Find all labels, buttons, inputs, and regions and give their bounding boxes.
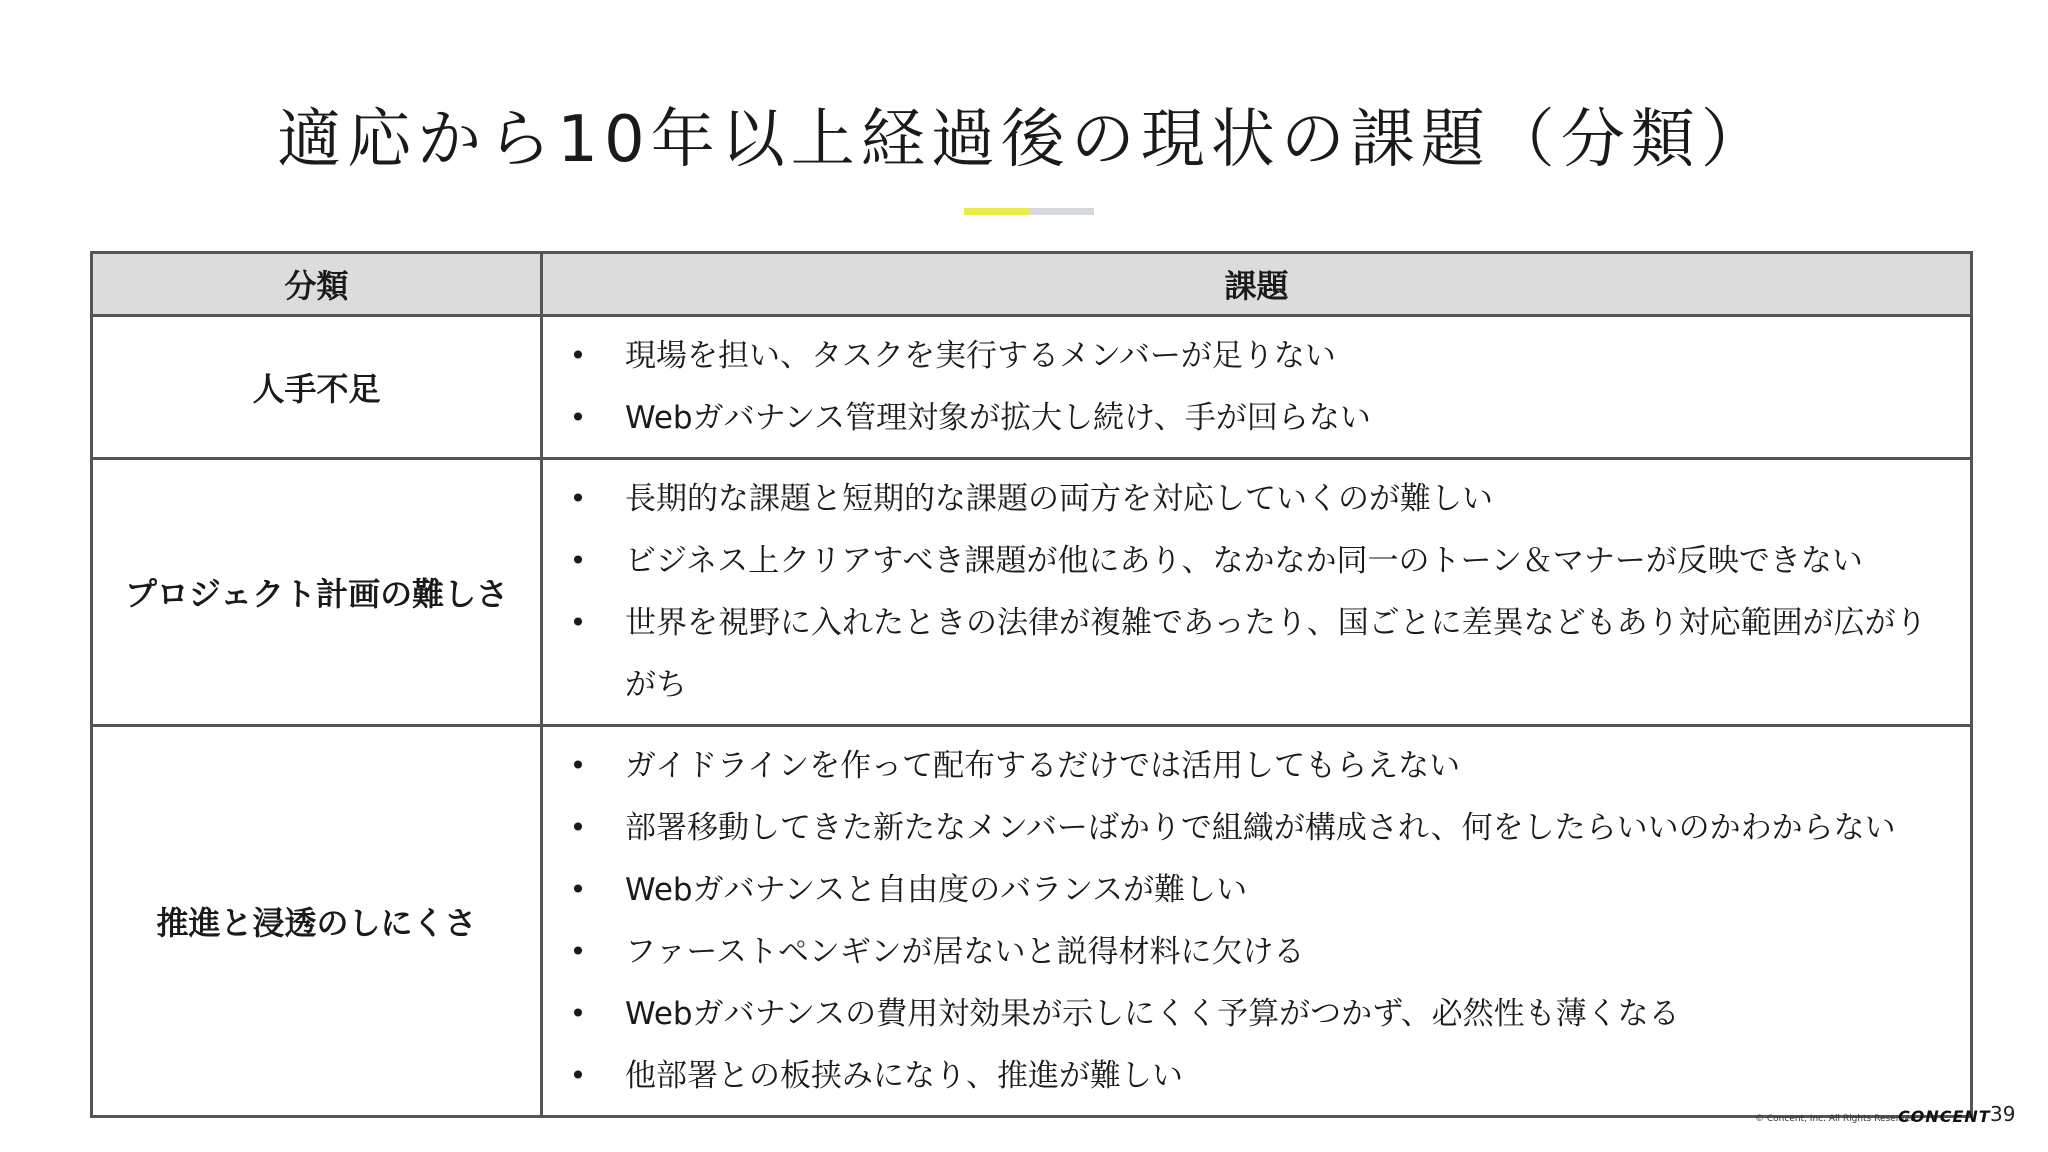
category-cell: 推進と浸透のしにくさ [92, 726, 542, 1117]
title-underline-yellow [964, 208, 1030, 215]
bullet-icon: • [569, 997, 587, 1030]
title-underline-gray [1030, 208, 1094, 215]
issue-text: 部署移動してきた新たなメンバーばかりで組織が構成され、何をしたらいいのかわからない [625, 810, 1896, 846]
issue-text: 長期的な課題と短期的な課題の両方を対応していくのが難しい [625, 481, 1493, 517]
issue-list [543, 735, 1950, 1107]
bullet-icon: • [569, 544, 587, 577]
issue-text: Webガバナンスと自由度のバランスが難しい [625, 872, 1248, 908]
issue-item [543, 735, 1950, 797]
issues-cell [542, 459, 1972, 726]
issue-item [543, 387, 1950, 449]
table-row [92, 316, 1972, 459]
issue-item [543, 1045, 1950, 1107]
table-header-row [92, 253, 1972, 316]
issues-cell [542, 726, 1972, 1117]
page-title: 適応から10年以上経過後の現状の課題（分類） [277, 103, 1771, 177]
bullet-icon: • [569, 873, 587, 906]
issue-text: 世界を視野に入れたときの法律が複雑であったり、国ごとに差異などもあり対応範囲が広がりがち [625, 605, 1927, 703]
concent-logo: CONCENT [1898, 1107, 1991, 1126]
issue-text: Webガバナンス管理対象が拡大し続け、手が回らない [625, 400, 1371, 436]
category-cell: プロジェクト計画の難しさ [92, 459, 542, 726]
issue-item [543, 921, 1950, 983]
copyright-text: © Concent, Inc. All Rights Reserved. [1755, 1114, 1919, 1124]
issue-item [543, 468, 1950, 530]
issue-text: 他部署との板挟みになり、推進が難しい [625, 1058, 1183, 1094]
title-underline [964, 208, 1094, 215]
category-cell: 人手不足 [92, 316, 542, 459]
issue-text: Webガバナンスの費用対効果が示しにくく予算がつかず、必然性も薄くなる [625, 996, 1680, 1032]
page-number: 39 [1990, 1102, 2016, 1126]
issue-item [543, 983, 1950, 1045]
table-row [92, 459, 1972, 726]
issue-text: ビジネス上クリアすべき課題が他にあり、なかなか同一のトーン＆マナーが反映できない [625, 543, 1863, 579]
header-category: 分類 [92, 253, 542, 316]
bullet-icon: • [569, 935, 587, 968]
bullet-icon: • [569, 339, 587, 372]
bullet-icon: • [569, 606, 587, 639]
issues-table [90, 251, 1973, 1118]
bullet-icon: • [569, 811, 587, 844]
issues-cell [542, 316, 1972, 459]
issue-text: ファーストペンギンが居ないと説得材料に欠ける [625, 934, 1305, 970]
header-issues: 課題 [542, 253, 1972, 316]
issue-item [543, 325, 1950, 387]
bullet-icon: • [569, 482, 587, 515]
issue-text: ガイドラインを作って配布するだけでは活用してもらえない [625, 748, 1461, 784]
issue-item [543, 797, 1950, 859]
issue-item [543, 859, 1950, 921]
bullet-icon: • [569, 1059, 587, 1092]
issue-text: 現場を担い、タスクを実行するメンバーが足りない [625, 338, 1336, 374]
issue-item [543, 530, 1950, 592]
issue-list [543, 468, 1950, 716]
table-row [92, 726, 1972, 1117]
issue-list [543, 325, 1950, 449]
bullet-icon: • [569, 401, 587, 434]
issue-item [543, 592, 1950, 716]
bullet-icon: • [569, 749, 587, 782]
